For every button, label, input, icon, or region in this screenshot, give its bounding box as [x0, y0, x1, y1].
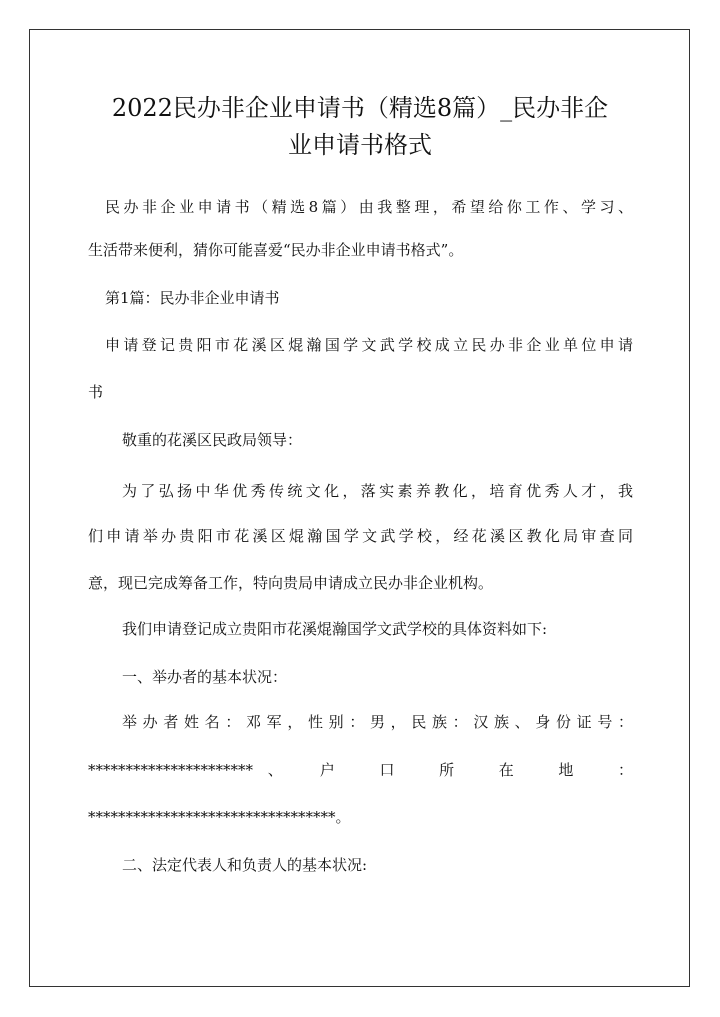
page-border [29, 29, 690, 987]
letter-heading: 申请登记贵阳市花溪区焜瀚国学文武学校成立民办非企业单位申请 [105, 336, 633, 354]
intro-line: 民办非企业申请书（精选8篇）由我整理，希望给你工作、学习、 [105, 198, 633, 216]
paragraph-line: 举办者姓名：邓军，性别：男，民族：汉族、身份证号： [122, 713, 633, 731]
paragraph-line: 们申请举办贵阳市花溪区焜瀚国学文武学校，经花溪区教化局审查同 [88, 527, 633, 545]
document-title-line-2: 业申请书格式 [288, 131, 432, 159]
paragraph-line: 我们申请登记成立贵阳市花溪焜瀚国学文武学校的具体资料如下: [122, 620, 548, 638]
salutation: 敬重的花溪区民政局领导： [122, 431, 303, 449]
letter-heading: 书 [88, 383, 104, 401]
paragraph-line: 意，现已完成筹备工作，特向贵局申请成立民办非企业机构。 [88, 574, 494, 592]
paragraph-line: *********************************。 [88, 808, 351, 826]
document-title-line-1: 2022民办非企业申请书（精选8篇）_民办非企 [111, 94, 609, 122]
paragraph-line: 为了弘扬中华优秀传统文化，落实素养教化，培育优秀人才，我 [122, 482, 633, 500]
intro-line: 生活带来便利，猜你可能喜爱“民办非企业申请书格式”。 [88, 241, 464, 259]
section-heading: 第1篇：民办非企业申请书 [105, 289, 280, 307]
list-item-heading: 二、法定代表人和负责人的基本状况: [122, 856, 368, 874]
list-item-heading: 一、举办者的基本状况： [122, 668, 288, 686]
paragraph-line: **********************、 户 口 所 在 地 ： [88, 761, 633, 779]
